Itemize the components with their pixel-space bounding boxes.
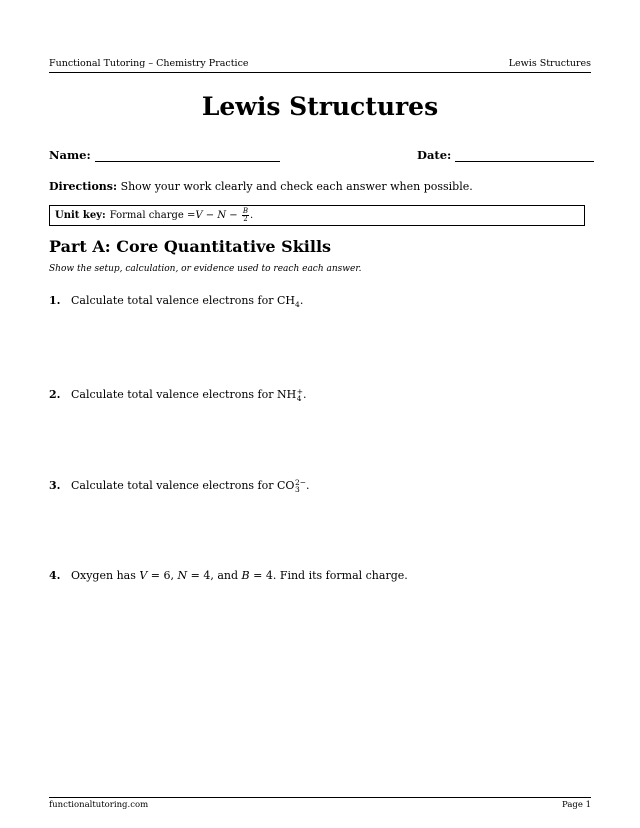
question-part: = 4. Find its formal charge. [249, 569, 408, 582]
name-blank-line[interactable] [95, 150, 280, 162]
question-number: 4. [49, 569, 61, 582]
unit-key-minus-1: − [202, 210, 218, 221]
unit-key-box [49, 205, 585, 226]
unit-key-end: . [250, 210, 254, 221]
question-part: = 4, and [187, 569, 242, 582]
date-blank-line[interactable] [455, 150, 594, 162]
page-title: Lewis Structures [201, 92, 439, 121]
var-v: V [139, 569, 148, 582]
unit-key-n: N [217, 210, 227, 221]
date-label: Date: [417, 148, 452, 162]
footer-page-number: Page 1 [562, 800, 591, 810]
running-header [49, 58, 591, 69]
unit-key-label: Unit key: [55, 210, 106, 221]
formula-ion-script [295, 479, 306, 493]
formula: CH [277, 294, 296, 307]
footer-site: functionaltutoring.com [49, 800, 149, 810]
question-text [71, 294, 303, 309]
unit-key-minus-2: − [226, 210, 241, 221]
unit-key-v: V [195, 210, 203, 221]
header-course: Functional Tutoring – Chemistry Practice [49, 58, 249, 69]
question-number: 2. [49, 388, 61, 401]
formula: NH [277, 388, 297, 401]
var-n: N [177, 569, 188, 582]
directions [49, 180, 473, 193]
question-text [71, 479, 310, 493]
question-3 [49, 479, 310, 493]
var-b: B [241, 569, 250, 582]
question-end: . [306, 479, 310, 492]
question-text [71, 388, 307, 402]
footer-rule [49, 797, 591, 798]
question-4 [49, 569, 408, 582]
formula-superscript: + [296, 387, 304, 396]
formula-subscript: 4 [295, 300, 300, 310]
formula-subscript: 4 [296, 394, 302, 403]
question-end: . [299, 294, 304, 307]
question-prompt: Calculate total valence electrons for [71, 294, 278, 307]
part-a-note: Show the setup, calculation, or evidence used to reach each answer. [49, 264, 362, 274]
question-part: Oxygen has [71, 569, 140, 582]
question-prompt: Calculate total valence electrons for [71, 388, 278, 401]
part-a-heading: Part A: Core Quantitative Skills [49, 237, 332, 256]
date-field [417, 148, 594, 162]
question-prompt: Calculate total valence electrons for [71, 479, 278, 492]
question-2 [49, 388, 307, 402]
directions-label: Directions: [49, 180, 118, 193]
formula: CO [277, 479, 295, 492]
fraction-numerator: B [242, 207, 249, 215]
header-rule [49, 72, 591, 73]
question-number: 3. [49, 479, 61, 492]
formula-subscript: 3 [294, 485, 300, 494]
fraction-denominator: 2 [243, 215, 248, 223]
header-topic: Lewis Structures [508, 58, 591, 69]
formula-superscript: 2− [294, 478, 307, 487]
directions-text: Show your work clearly and check each answer when possible. [120, 180, 473, 193]
name-label: Name: [49, 148, 91, 162]
name-field [49, 148, 280, 162]
question-end: . [303, 388, 307, 401]
unit-key-prefix: Formal charge = [109, 210, 196, 221]
question-number: 1. [49, 294, 61, 307]
question-part: = 6, [147, 569, 178, 582]
question-text [71, 569, 408, 582]
unit-key-fraction [242, 208, 249, 223]
page-footer [49, 800, 591, 810]
question-1 [49, 294, 303, 309]
